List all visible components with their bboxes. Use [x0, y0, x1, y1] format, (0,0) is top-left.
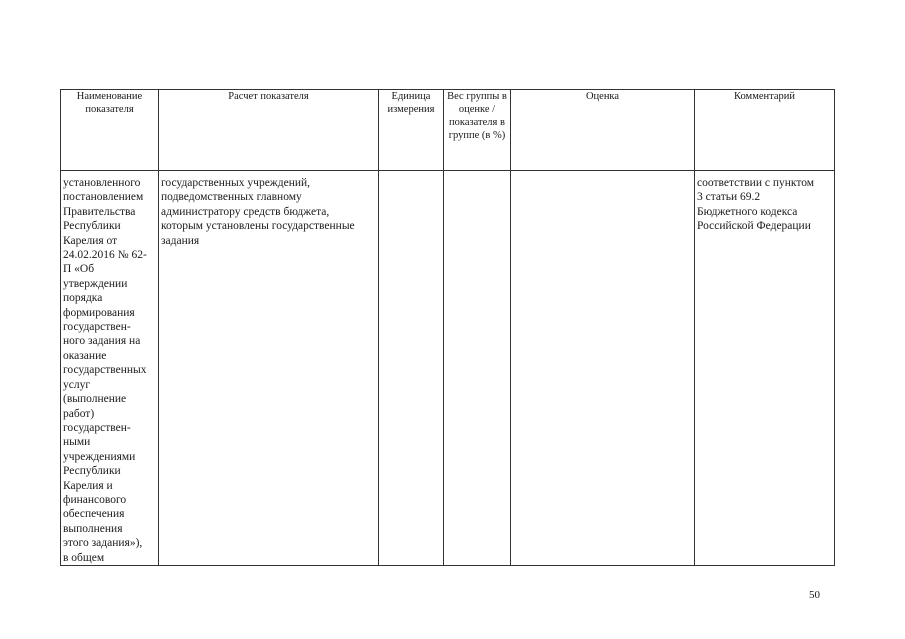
header-comment: Комментарий: [695, 90, 835, 171]
indicator-table: [60, 89, 835, 566]
header-calculation: Расчет показателя: [159, 90, 379, 171]
table-header-row: [61, 90, 835, 171]
header-weight: Вес группы в оценке / показателя в группе (в %): [444, 90, 511, 171]
page-number: 50: [809, 589, 820, 601]
cell-unit: [379, 171, 444, 566]
header-unit: Единица измерения: [379, 90, 444, 171]
score-text: [511, 171, 694, 176]
unit-text: [379, 171, 443, 176]
cell-weight: [444, 171, 511, 566]
header-indicator-name: Наименование показателя: [61, 90, 159, 171]
weight-text: [444, 171, 510, 176]
cell-score: [511, 171, 695, 566]
comment-text: соответствии с пунктом 3 статьи 69.2 Бюджетного кодекса Российской Федерации: [697, 177, 815, 233]
cell-indicator-name: [61, 171, 159, 566]
header-score: Оценка: [511, 90, 695, 171]
cell-comment: [695, 171, 835, 566]
indicator-name-text: установленного постановлением Правительства Республики Карелия от 24.02.2016 № 62- П «Об утверждении порядка формирования государствен- ного задания на оказание государственных услуг (выполнение работ) государствен- ными учреждениями Республики Карелия и финансового обеспечения выполнения этого задания»), в общем: [63, 177, 147, 564]
cell-calculation: [159, 171, 379, 566]
table-row: [61, 171, 835, 566]
calculation-text: государственных учреждений, подведомственных главному администратору средств бюджета, которым установлены государственные задания: [161, 177, 355, 247]
